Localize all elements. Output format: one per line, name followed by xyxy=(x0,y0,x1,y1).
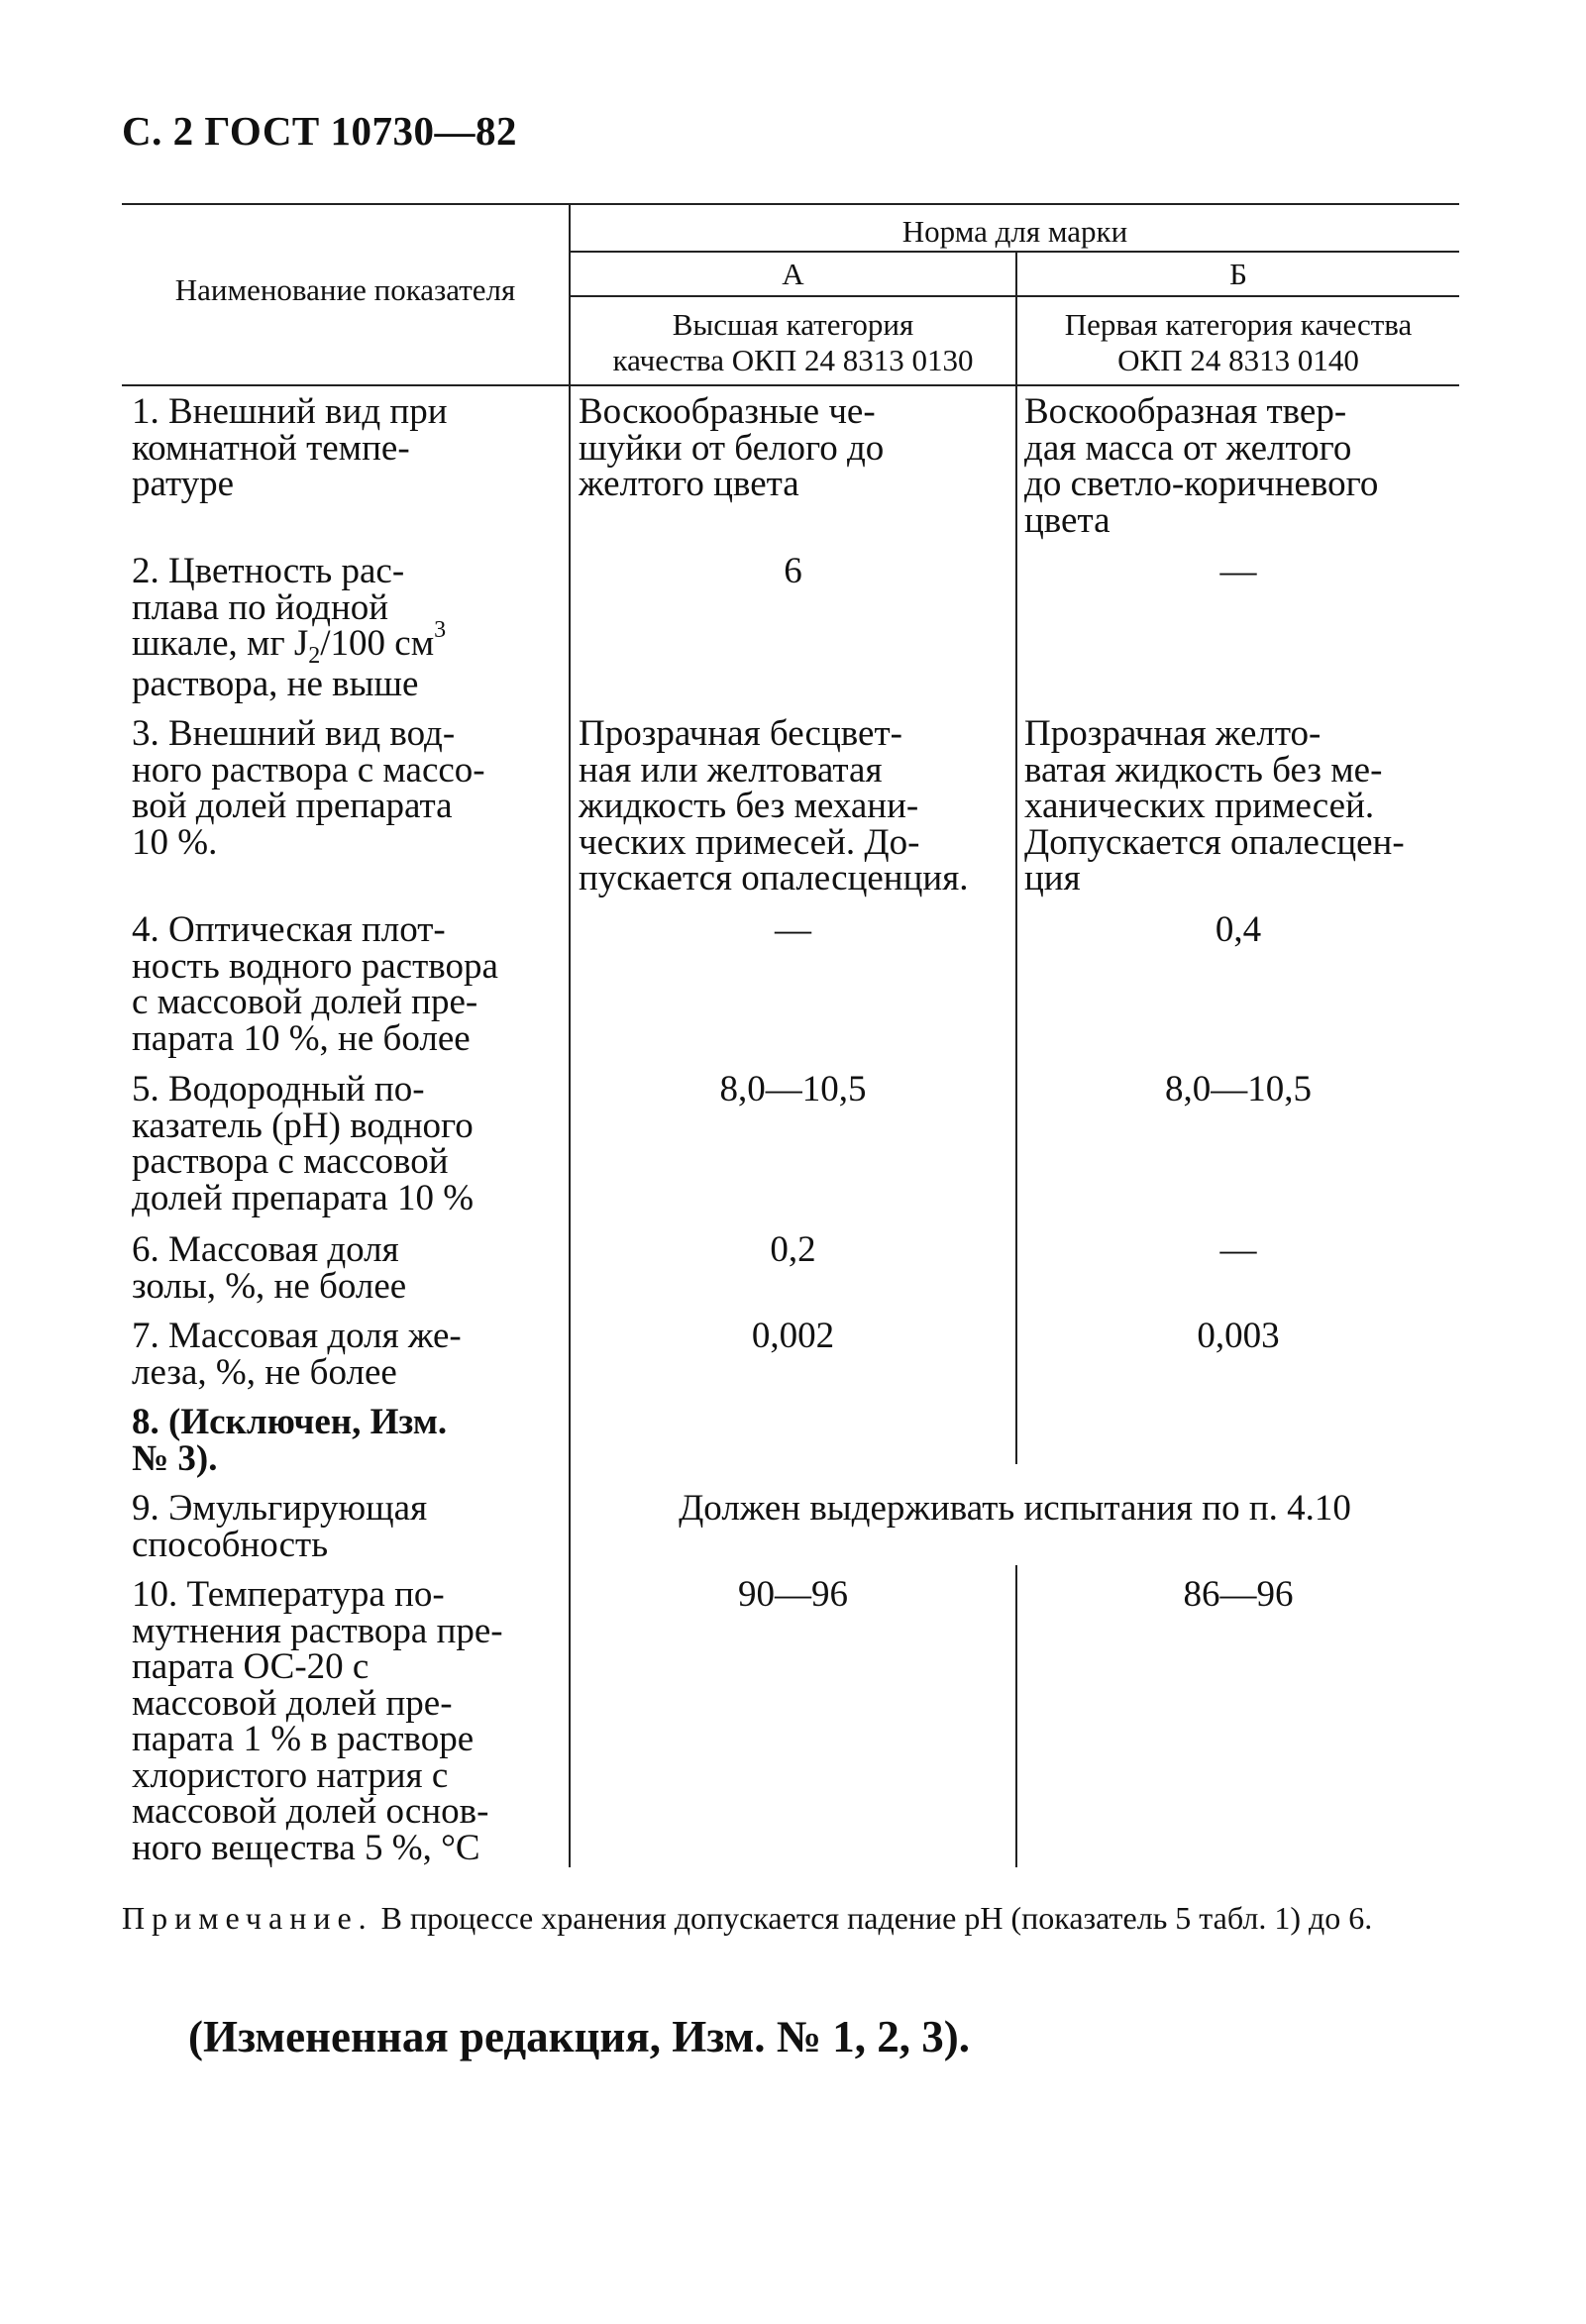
name-column-divider xyxy=(569,203,571,1867)
table-note xyxy=(122,1897,1479,1939)
row-2-name-subscript: 2 xyxy=(308,643,321,669)
page-header: С. 2 ГОСТ 10730—82 xyxy=(122,108,518,154)
note-text: В процессе хранения допускается падение pH (показатель 5 табл. 1) до 6. xyxy=(372,1900,1373,1936)
row-5-value-b: 8,0—10,5 xyxy=(1165,1069,1312,1109)
row-7-value-a: 0,002 xyxy=(751,1316,835,1356)
row-2-name-line3b: /100 см xyxy=(320,623,435,664)
row-2-value-a: 6 xyxy=(784,551,802,591)
header-bottom-rule xyxy=(122,384,1459,386)
column-header-norm: Норма для марки xyxy=(901,214,1128,249)
row-9-value-ab: Должен выдерживать испытания по п. 4.10 xyxy=(679,1488,1351,1529)
row-4-name: 4. Оптическая плот- ность водного раствора с массовой долей пре- парата 10 %, не более xyxy=(132,909,498,1059)
row-2-name-line2: плава по йодной xyxy=(132,586,389,628)
row-2-name xyxy=(132,551,447,704)
row-6-value-b: — xyxy=(1219,1229,1257,1270)
row-4-value-a: — xyxy=(775,909,811,950)
note-label: Примечание. xyxy=(122,1900,373,1936)
row-3-name: 3. Внешний вид вод- ного раствора с массо- вой долей препарата 10 %. xyxy=(132,713,485,863)
row-3-value-a: Прозрачная бесцвет- ная или желтоватая жидкость без механи- ческих примесей. До- пускается опалесценция. xyxy=(579,713,969,898)
row-1-value-b: Воскообразная твер- дая масса от желтого до светло-коричневого цвета xyxy=(1024,391,1379,541)
row-6-value-a: 0,2 xyxy=(770,1229,816,1270)
row-5-name: 5. Водородный по- казатель (pH) водного раствора с массовой долей препарата 10 % xyxy=(132,1069,475,1218)
row-5-value-a: 8,0—10,5 xyxy=(719,1069,867,1109)
row-2-name-superscript: 3 xyxy=(434,617,447,643)
row-7-value-b: 0,003 xyxy=(1197,1316,1280,1356)
category-a: Высшая категория качества ОКП 24 8313 0130 xyxy=(612,307,974,377)
column-header-name: Наименование показателя xyxy=(174,272,516,307)
row-2-name-line1: 2. Цветность рас- xyxy=(132,551,405,591)
row-10-value-a: 90—96 xyxy=(738,1574,848,1615)
row-3-value-b: Прозрачная желто- ватая жидкость без ме- ханических примесей. Допускается опалесцен- ция xyxy=(1024,713,1405,898)
row-6-name: 6. Массовая доля золы, %, не более xyxy=(132,1229,407,1307)
column-header-mark-b: Б xyxy=(1229,257,1247,291)
amendment-line: (Измененная редакция, Изм. № 1, 2, 3). xyxy=(188,2012,971,2061)
row-2-name-line3a: шкале, мг J xyxy=(132,623,309,664)
table-top-rule xyxy=(122,203,1459,205)
row-2-name-line4: раствора, не выше xyxy=(132,663,419,704)
row-4-value-b: 0,4 xyxy=(1215,909,1262,950)
row-7-name: 7. Массовая доля же- леза, %, не более xyxy=(132,1316,462,1393)
row-1-value-a: Воскообразные че- шуйки от белого до желтого цвета xyxy=(579,391,885,504)
row-9-name: 9. Эмульгирующая способность xyxy=(132,1488,428,1565)
category-b: Первая категория качества ОКП 24 8313 0140 xyxy=(1064,307,1413,377)
row-10-value-b: 86—96 xyxy=(1183,1574,1294,1615)
row-10-name: 10. Температура по- мутнения раствора пре- парата ОС-20 с массовой долей пре- парата 1 % в растворе хлористого натрия с массовой долей основ- ного вещества 5 %, °С xyxy=(132,1574,503,1868)
row-8-name: 8. (Исключен, Изм. № 3). xyxy=(132,1402,448,1479)
ab-column-divider-upper xyxy=(1015,251,1017,1464)
row-1-name: 1. Внешний вид при комнатной темпе- ратуре xyxy=(132,391,448,504)
row-2-value-b: — xyxy=(1219,551,1257,591)
column-header-mark-a: А xyxy=(782,257,804,291)
